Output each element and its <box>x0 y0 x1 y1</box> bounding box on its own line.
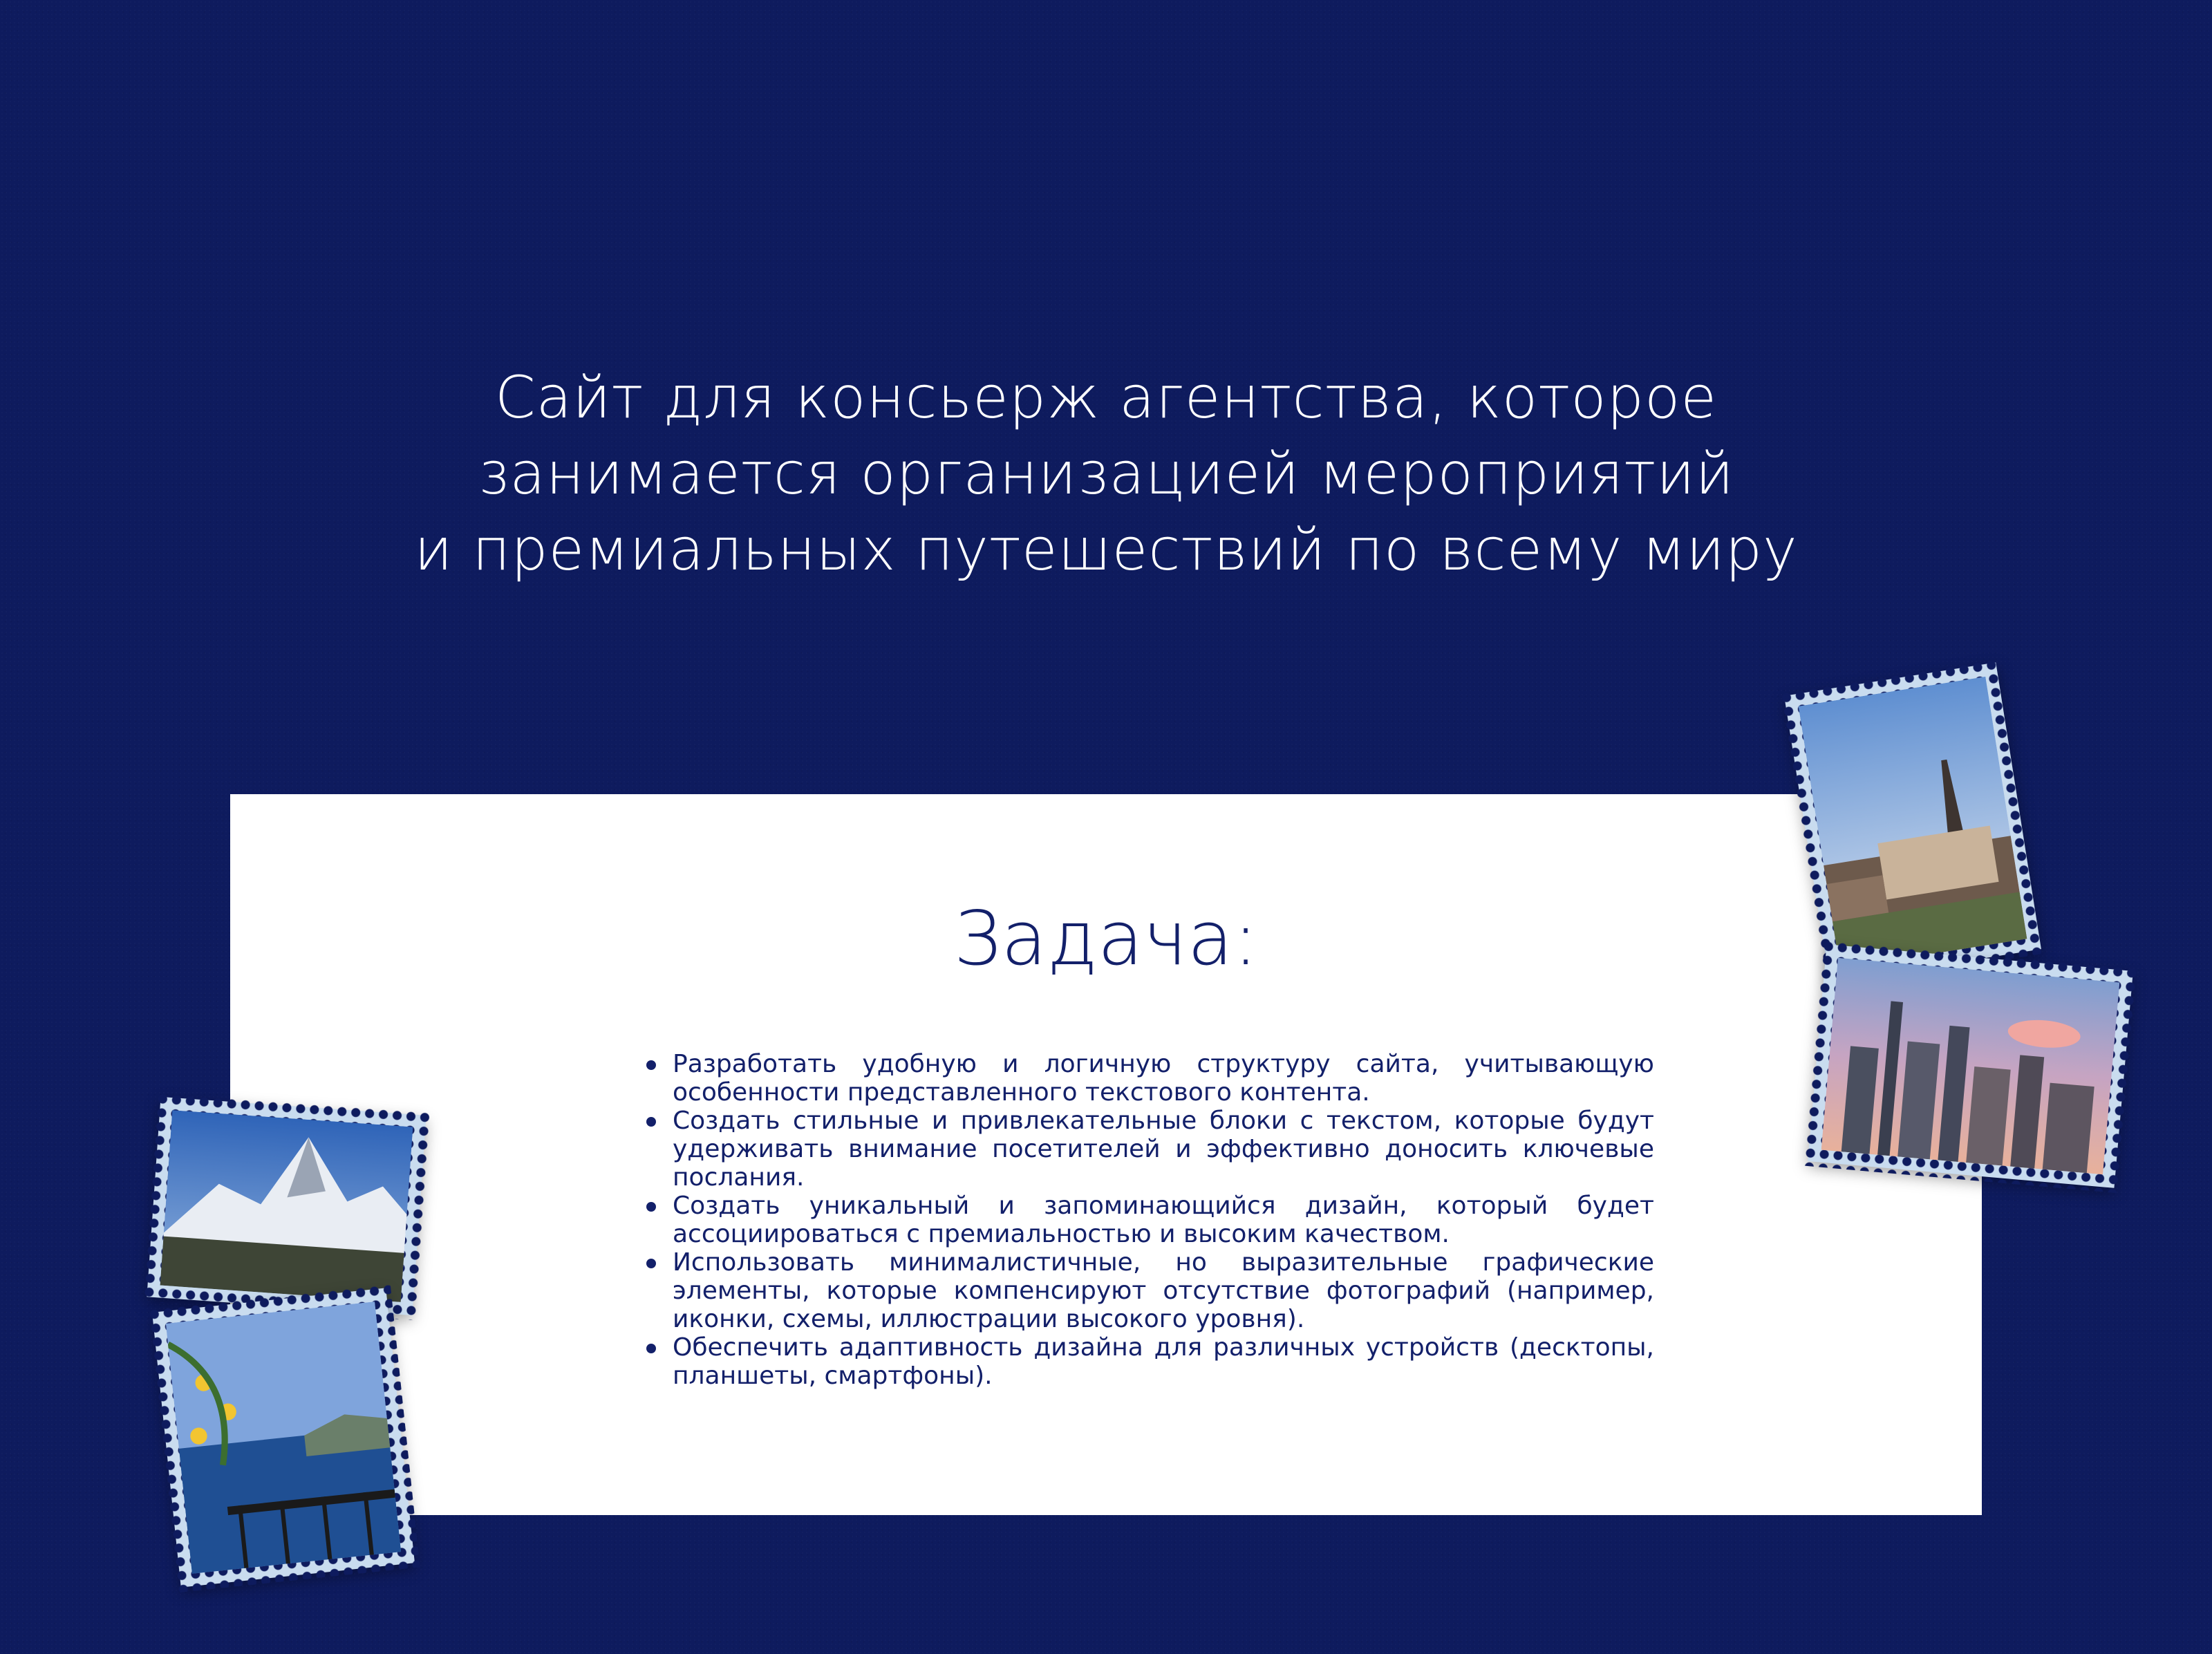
task-card <box>230 794 1982 1515</box>
task-item: Использовать минималистичные, но выразительные графические элементы, которые компенсируют отсутствие фотографий (например, иконки, схемы, иллюстрации высокого уровня). <box>673 1248 1654 1333</box>
skyline-image <box>1821 958 2120 1175</box>
mountain-image <box>160 1110 413 1302</box>
stamp-city-photo <box>1784 662 2041 982</box>
stamp-coast-photo <box>152 1288 415 1587</box>
task-item: Создать уникальный и запоминающийся дизайн, который будет ассоциироваться с премиальностью и высоким качеством. <box>673 1192 1654 1248</box>
task-item: Создать стильные и привлекательные блоки с текстом, которые будут удерживать внимание посетителей и эффективно доносить ключевые послания. <box>673 1107 1654 1192</box>
city-cathedral-image <box>1799 677 2027 968</box>
task-title: Задача: <box>953 896 1259 982</box>
stamp-skyline-photo <box>1808 944 2133 1188</box>
task-item: Разработать удобную и логичную структуру сайта, учитывающую особенности представленного текстового контента. <box>673 1050 1654 1107</box>
task-list <box>645 1050 1654 1390</box>
task-item: Обеспечить адаптивность дизайна для различных устройств (десктопы, планшеты, смартфоны). <box>673 1333 1654 1390</box>
headline-line-1: Сайт для консьерж агентства, которое <box>494 364 1718 431</box>
headline-line-2: занимается организацией мероприятий <box>478 440 1734 507</box>
headline-line-3: и премиальных путешествий по всему миру <box>414 516 1798 583</box>
headline <box>207 359 2005 588</box>
coast-image <box>166 1301 401 1574</box>
